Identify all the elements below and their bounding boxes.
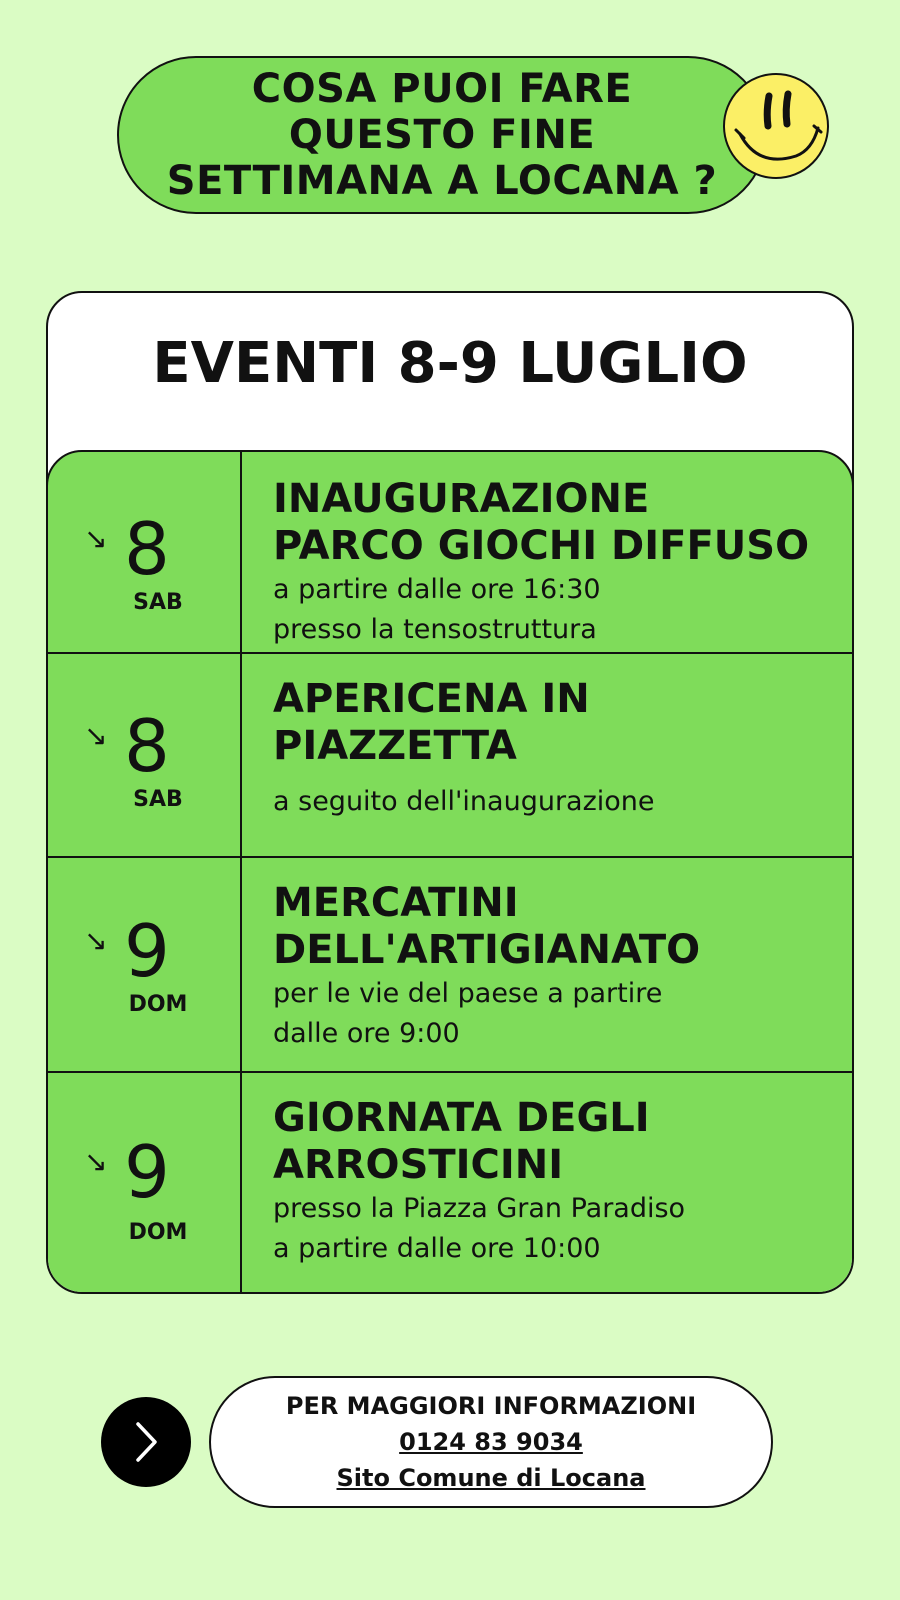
event-description xyxy=(273,974,662,1054)
event-row xyxy=(48,452,852,652)
arrow-down-right-icon: ↘ xyxy=(84,924,108,957)
next-button[interactable] xyxy=(101,1397,191,1487)
event-title xyxy=(273,880,700,974)
events-table xyxy=(46,450,854,1294)
event-description xyxy=(273,570,601,650)
event-description xyxy=(273,1189,685,1269)
event-title-line: DELL'ARTIGIANATO xyxy=(273,927,701,973)
event-day-number: 9 xyxy=(124,1130,170,1214)
event-title-line: PARCO GIOCHI DIFFUSO xyxy=(273,523,810,569)
event-title xyxy=(273,676,590,770)
smiley-face-icon xyxy=(722,72,830,180)
event-title-line: INAUGURAZIONE xyxy=(273,476,650,522)
event-day-number: 8 xyxy=(124,704,170,788)
event-description-line: dalle ore 9:00 xyxy=(273,1018,460,1049)
header-banner xyxy=(117,56,767,214)
event-weekday: DOM xyxy=(128,992,188,1017)
event-title xyxy=(273,1095,650,1189)
website-link[interactable]: Sito Comune di Locana xyxy=(336,1464,646,1492)
event-title-line: APERICENA IN xyxy=(273,676,590,722)
event-description-line: a seguito dell'inaugurazione xyxy=(273,786,655,817)
header-line-2: QUESTO FINE xyxy=(288,112,596,158)
info-title: PER MAGGIORI INFORMAZIONI xyxy=(285,1392,697,1420)
event-weekday: DOM xyxy=(128,1220,188,1245)
chevron-right-icon xyxy=(101,1397,191,1487)
event-description-line: per le vie del paese a partire xyxy=(273,978,663,1009)
info-box xyxy=(209,1376,773,1508)
event-description-line: presso la Piazza Gran Paradiso xyxy=(273,1193,686,1224)
event-description-line: presso la tensostruttura xyxy=(273,614,597,645)
event-description xyxy=(273,782,655,822)
event-title-line: PIAZZETTA xyxy=(273,723,517,769)
arrow-down-right-icon: ↘ xyxy=(84,719,108,752)
event-title-line: GIORNATA DEGLI xyxy=(273,1095,650,1141)
event-title-line: MERCATINI xyxy=(273,880,519,926)
event-row xyxy=(48,858,852,1071)
arrow-down-right-icon: ↘ xyxy=(84,1145,108,1178)
events-title: EVENTI 8-9 LUGLIO xyxy=(152,331,748,396)
header-line-3: SETTIMANA A LOCANA ? xyxy=(166,158,718,204)
events-card xyxy=(46,291,854,1294)
arrow-down-right-icon: ↘ xyxy=(84,522,108,555)
event-day-number: 8 xyxy=(124,507,170,591)
event-title-line: ARROSTICINI xyxy=(273,1142,564,1188)
phone-link[interactable]: 0124 83 9034 xyxy=(399,1428,583,1456)
header-line-1: COSA PUOI FARE xyxy=(251,66,633,112)
event-title xyxy=(273,476,809,570)
event-row xyxy=(48,654,852,856)
event-weekday: SAB xyxy=(133,787,183,812)
event-day-number: 9 xyxy=(124,909,170,993)
event-description-line: a partire dalle ore 16:30 xyxy=(273,574,601,605)
event-row xyxy=(48,1073,852,1294)
event-weekday: SAB xyxy=(133,590,183,615)
event-description-line: a partire dalle ore 10:00 xyxy=(273,1233,601,1264)
